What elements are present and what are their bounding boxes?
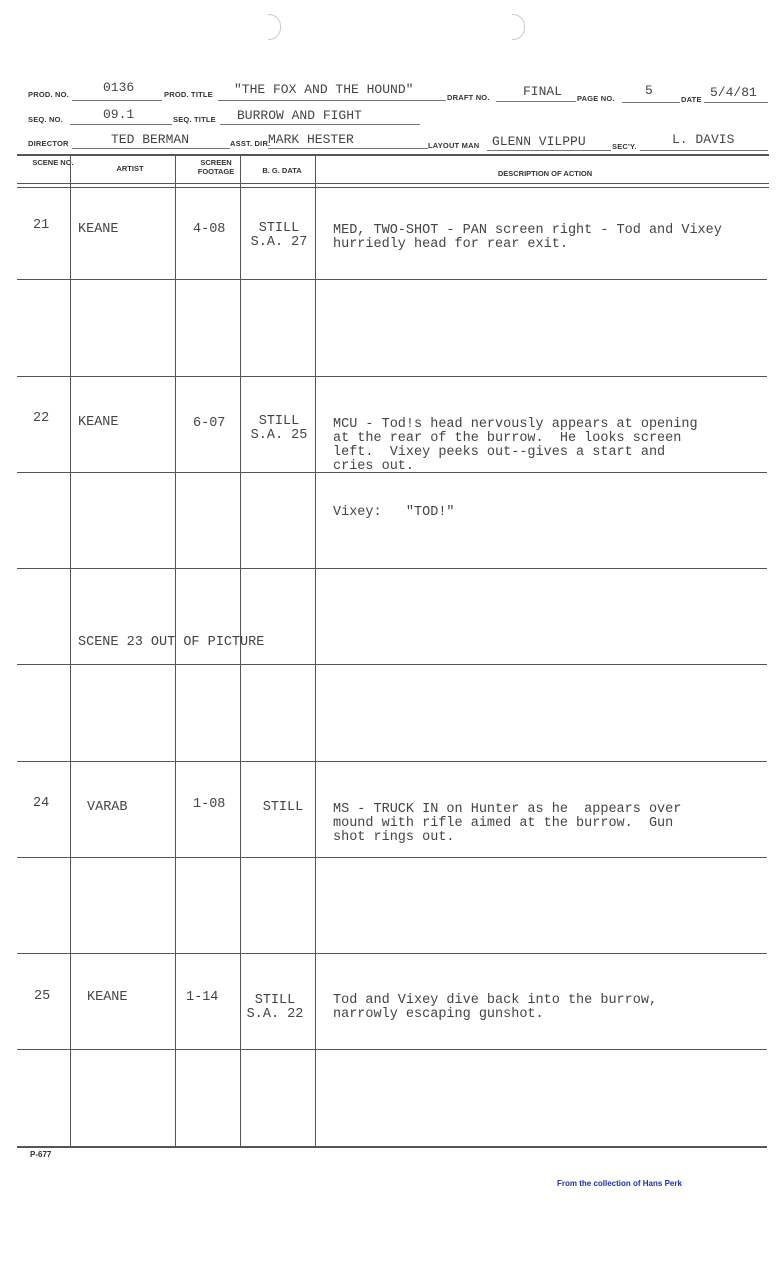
seq-title-value: BURROW AND FIGHT (237, 108, 362, 123)
scene-number: 21 (33, 218, 50, 233)
director-value: TED BERMAN (111, 132, 190, 147)
director-line (72, 148, 230, 149)
col-header-description: DESCRIPTION OF ACTION (497, 169, 593, 178)
column-header-rule-2 (17, 187, 769, 188)
col-header-artist: ARTIST (116, 164, 144, 173)
scene-number: 25 (34, 989, 51, 1004)
row-rule (17, 1049, 767, 1050)
artist-name: KEANE (78, 415, 119, 430)
row-rule (17, 664, 767, 665)
row-rule (17, 376, 767, 377)
date-value: 5/4/81 (710, 85, 757, 100)
page-no-label: PAGE NO. (577, 94, 615, 103)
layout-man-value: GLENN VILPPU (492, 134, 586, 149)
director-label: DIRECTOR (28, 139, 69, 148)
secy-label: SEC'Y. (612, 142, 637, 151)
seq-no-label: SEQ. NO. (28, 115, 63, 124)
table-bottom-rule (17, 1146, 767, 1148)
draft-no-line (496, 101, 576, 102)
row-rule (17, 761, 767, 762)
col-header-bg: B. G. DATA (262, 166, 302, 175)
prod-title-line (218, 100, 446, 101)
seq-title-label: SEQ. TITLE (173, 115, 216, 124)
screen-footage: 6-07 (193, 416, 226, 431)
artist-name: KEANE (87, 990, 128, 1005)
screen-footage: 4-08 (193, 222, 226, 237)
prod-no-line (72, 100, 162, 101)
seq-title-line (220, 124, 420, 125)
asst-dir-line (268, 148, 428, 149)
punch-hole-left (268, 14, 281, 40)
layout-man-line (487, 150, 611, 151)
scene-number: 22 (33, 411, 50, 426)
screen-footage: 1-14 (186, 990, 219, 1005)
prod-no-label: PROD. NO. (28, 90, 69, 99)
form-number: P-677 (30, 1150, 52, 1159)
punch-hole-right (512, 14, 525, 40)
page-no-value: 5 (645, 83, 653, 98)
action-description: MS - TRUCK IN on Hunter as he appears over mound with rifle aimed at the burrow. Gun shot rings out. (333, 802, 682, 845)
prod-title-label: PROD. TITLE (164, 90, 213, 99)
secy-line (640, 150, 768, 151)
artist-name: VARAB (87, 800, 128, 815)
row-rule (17, 953, 767, 954)
scene-number: 24 (33, 796, 50, 811)
draft-no-label: DRAFT NO. (447, 93, 490, 102)
dialogue-line: Vixey: "TOD!" (333, 505, 455, 520)
page-no-line (622, 102, 680, 103)
table-top-rule (17, 154, 769, 156)
col-header-scene: SCENE NO. (32, 158, 74, 167)
row-rule (17, 568, 767, 569)
screen-footage: 1-08 (193, 797, 226, 812)
action-description: Tod and Vixey dive back into the burrow, narrowly escaping gunshot. (333, 993, 658, 1022)
date-label: DATE (681, 95, 702, 104)
scene-omitted-note: SCENE 23 OUT OF PICTURE (78, 635, 265, 650)
asst-dir-value: MARK HESTER (268, 132, 354, 147)
action-description: MCU - Tod!s head nervously appears at opening at the rear of the burrow. He looks screen left. Vixey peeks out--gives a start and cries out. (333, 417, 698, 474)
collection-credit: From the collection of Hans Perk (557, 1179, 682, 1188)
col-header-footage: SCREEN FOOTAGE (197, 158, 235, 176)
seq-no-line (70, 124, 172, 125)
seq-no-value: 09.1 (103, 107, 135, 122)
bg-data: STILL S.A. 25 (250, 414, 308, 443)
col-divider-4 (315, 154, 316, 1146)
prod-title-value: "THE FOX AND THE HOUND" (234, 82, 414, 97)
column-header-rule (17, 183, 769, 184)
bg-data: STILL S.A. 22 (246, 993, 304, 1022)
draft-no-value: FINAL (523, 84, 563, 99)
row-rule (17, 279, 767, 280)
bg-data: STILL (262, 800, 304, 815)
date-line (704, 102, 768, 103)
prod-no-value: 0136 (103, 80, 135, 95)
layout-man-label: LAYOUT MAN (428, 141, 480, 150)
asst-dir-label: ASST. DIR. (230, 139, 271, 148)
bg-data: STILL S.A. 27 (250, 221, 308, 250)
row-rule (17, 857, 767, 858)
artist-name: KEANE (78, 222, 119, 237)
action-description: MED, TWO-SHOT - PAN screen right - Tod and Vixey hurriedly head for rear exit. (333, 223, 722, 252)
secy-value: L. DAVIS (672, 132, 735, 147)
col-divider-1 (70, 154, 71, 1146)
col-divider-2 (175, 154, 176, 1146)
